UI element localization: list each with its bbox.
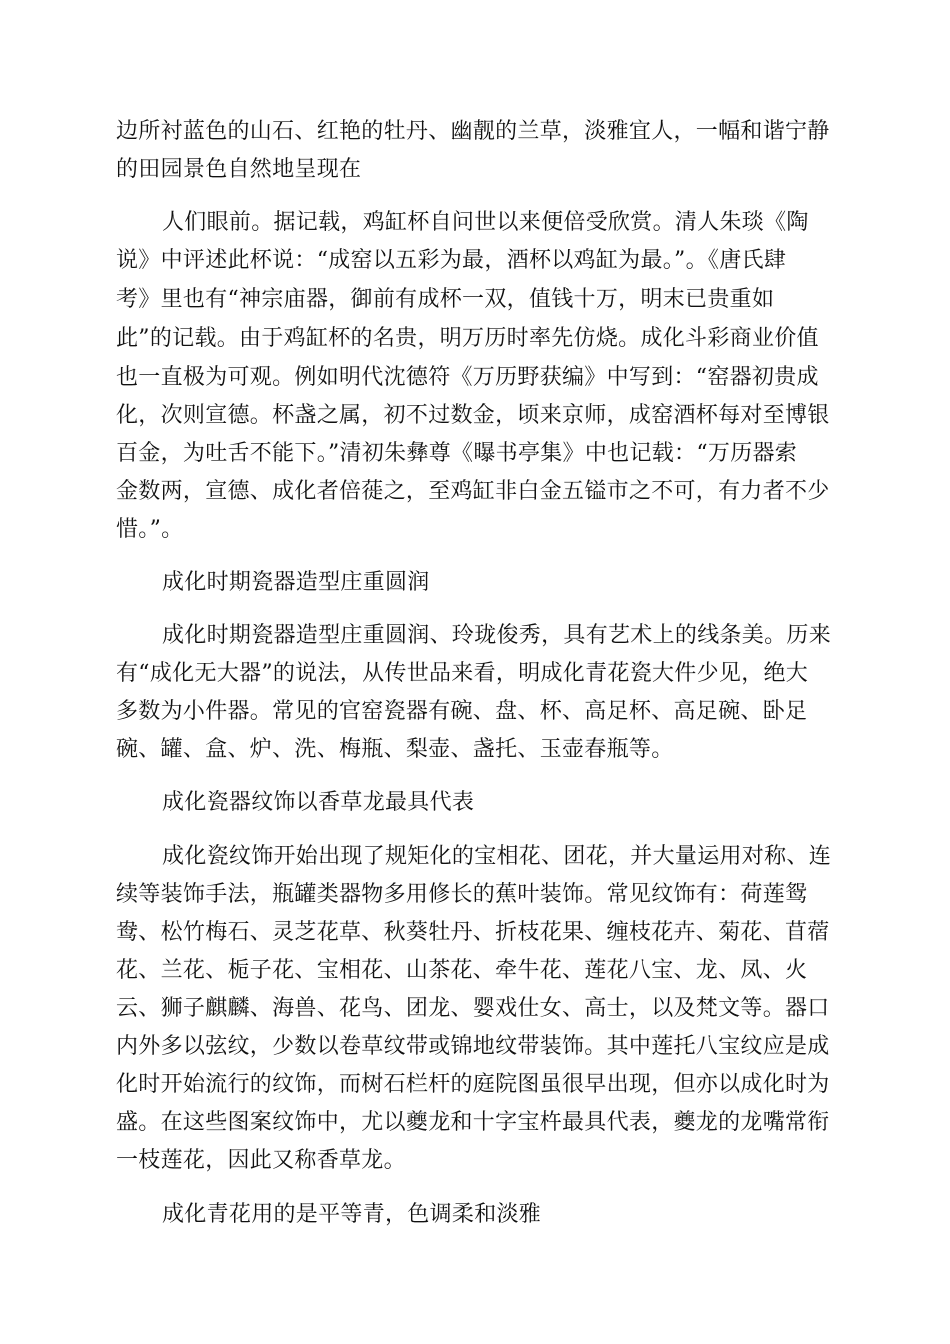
text-line: 考》里也有“神宗庙器，御前有成杯一双，值钱十万，明末已贵重如 [116,287,775,312]
text-line: 续等装饰手法，瓶罐类器物多用修长的蕉叶装饰。常见纹饰有：荷莲鸳 [116,882,808,907]
text-line: 此”的记载。由于鸡缸杯的名贵，明万历时率先仿烧。成化斗彩商业价值 [116,326,819,351]
text-line: 百金，为吐舌不能下。”清初朱彝尊《曝书亭集》中也记载：“万历器索 [116,441,798,466]
text-line: 边所衬蓝色的山石、红艳的牡丹、幽靓的兰草，淡雅宜人，一幅和谐宁静 [116,119,830,144]
text-line: 盛。在这些图案纹饰中，尤以夔龙和十字宝杵最具代表，夔龙的龙嘴常衔 [116,1110,830,1135]
section-heading: 成化青花用的是平等青，色调柔和淡雅 [162,1202,542,1227]
text-line: 一枝莲花，因此又称香草龙。 [116,1148,406,1173]
text-line: 说》中评述此杯说：“成窑以五彩为最，酒杯以鸡缸为最。”。《唐氏肆 [116,248,787,273]
text-line: 的田园景色自然地呈现在 [116,157,362,182]
text-line: 碗、罐、盒、炉、洗、梅瓶、梨壶、盏托、玉壶春瓶等。 [116,737,674,762]
text-line: 也一直极为可观。例如明代沈德符《万历野获编》中写到：“窑器初贵成 [116,365,819,390]
text-line: 云、狮子麒麟、海兽、花鸟、团龙、婴戏仕女、高士，以及梵文等。器口 [116,996,830,1021]
text-line: 内外多以弦纹，少数以卷草纹带或锦地纹带装饰。其中莲托八宝纹应是成 [116,1034,830,1059]
text-line: 化时开始流行的纹饰，而树石栏杆的庭院图虽很早出现，但亦以成化时为 [116,1072,830,1097]
text-line: 鸯、松竹梅石、灵芝花草、秋葵牡丹、折枝花果、缠枝花卉、菊花、苜蓿 [116,920,830,945]
text-line: 成化时期瓷器造型庄重圆润、玲珑俊秀，具有艺术上的线条美。历来 [162,623,832,648]
text-line: 成化瓷纹饰开始出现了规矩化的宝相花、团花，并大量运用对称、连 [162,844,832,869]
section-heading: 成化瓷器纹饰以香草龙最具代表 [162,790,475,815]
text-line: 有“成化无大器”的说法，从传世品来看，明成化青花瓷大件少见，绝大 [116,661,809,686]
section-heading: 成化时期瓷器造型庄重圆润 [162,570,430,595]
text-line: 人们眼前。据记载，鸡缸杯自问世以来便倍受欣赏。清人朱琰《陶 [162,210,809,235]
text-line: 金数两，宣德、成化者倍蓰之，至鸡缸非白金五镒市之不可，有力者不少 [116,479,830,504]
text-line: 化，次则宣德。杯盏之属，初不过数金，顷来京师，成窑酒杯每对至博银 [116,403,830,428]
text-line: 花、兰花、栀子花、宝相花、山茶花、牵牛花、莲花八宝、龙、凤、火 [116,958,808,983]
text-line: 惜。”。 [116,517,184,542]
text-line: 多数为小件器。常见的官窑瓷器有碗、盘、杯、高足杯、高足碗、卧足 [116,699,808,724]
